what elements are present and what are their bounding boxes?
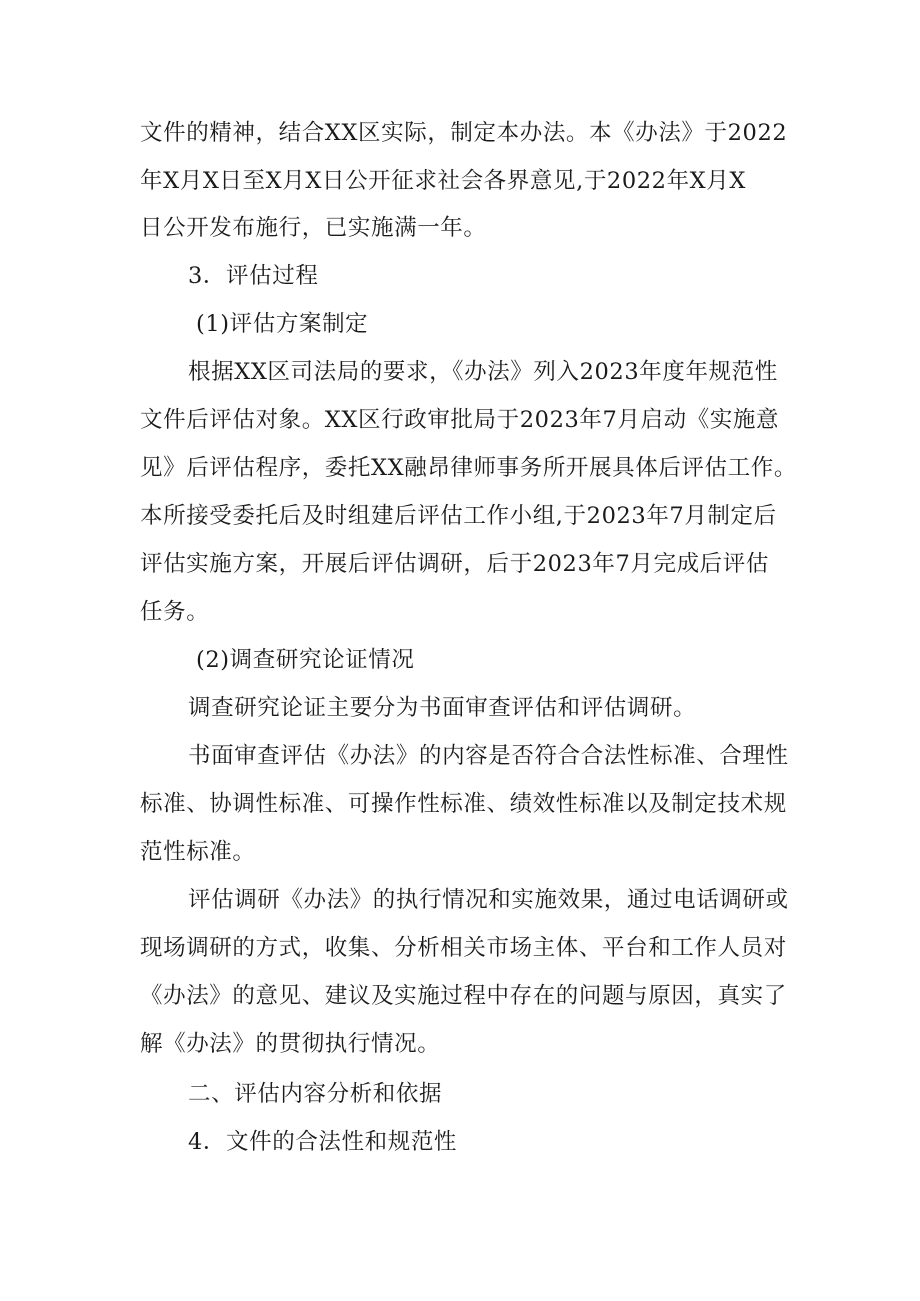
text-line: 书面审查评估《办法》的内容是否符合合法性标准、合理性 bbox=[188, 743, 789, 769]
text-line: 评估调研《办法》的执行情况和实施效果，通过电话调研或 bbox=[188, 887, 789, 913]
section-heading: 3．评估过程 bbox=[188, 263, 319, 289]
text-line: 本所接受委托后及时组建后评估工作小组,于2023年7月制定后 bbox=[140, 503, 777, 529]
text-line: 年X月X日至X月X日公开征求社会各界意见,于2022年X月X bbox=[140, 168, 747, 194]
text-line: 现场调研的方式，收集、分析相关市场主体、平台和工作人员对 bbox=[140, 935, 787, 961]
text-line: 见》后评估程序，委托XX融昂律师事务所开展具体后评估工作。 bbox=[140, 455, 797, 481]
text-line: 评估实施方案，开展后评估调研，后于2023年7月完成后评估 bbox=[140, 551, 769, 577]
text-line: 调查研究论证主要分为书面审查评估和评估调研。 bbox=[188, 695, 697, 721]
section-heading: 二、评估内容分析和依据 bbox=[188, 1081, 443, 1107]
subsection-heading: (1)评估方案制定 bbox=[196, 311, 369, 337]
subsection-heading: (2)调查研究论证情况 bbox=[196, 647, 415, 673]
text-line: 根据XX区司法局的要求，《办法》列入2023年度年规范性 bbox=[188, 359, 778, 385]
text-line: 《办法》的意见、建议及实施过程中存在的问题与原因，真实了 bbox=[140, 983, 787, 1009]
text-line: 文件后评估对象。XX区行政审批局于2023年7月启动《实施意 bbox=[140, 407, 780, 433]
text-line: 任务。 bbox=[140, 599, 210, 625]
text-line: 解《办法》的贯彻执行情况。 bbox=[140, 1031, 441, 1057]
section-heading: 4．文件的合法性和规范性 bbox=[188, 1129, 458, 1155]
text-line: 范性标准。 bbox=[140, 839, 256, 865]
text-line: 标准、协调性标准、可操作性标准、绩效性标准以及制定技术规 bbox=[140, 791, 787, 817]
text-line: 日公开发布施行，已实施满一年。 bbox=[140, 215, 487, 241]
text-line: 文件的精神，结合XX区实际，制定本办法。本《办法》于2022 bbox=[140, 120, 788, 146]
